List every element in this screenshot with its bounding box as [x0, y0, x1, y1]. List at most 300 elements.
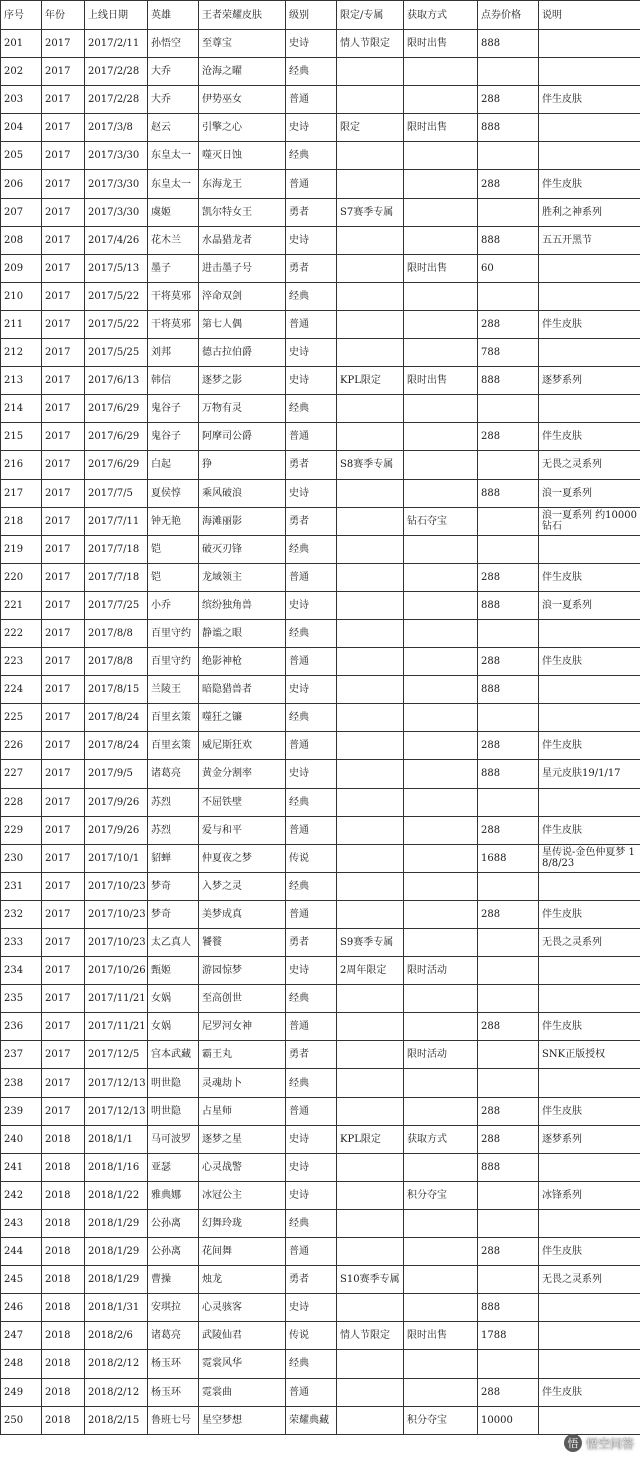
cell-price: [478, 1181, 539, 1209]
cell-price: 288: [478, 1097, 539, 1125]
cell-limited: [337, 704, 404, 732]
cell-hero: 百里玄策: [148, 732, 199, 760]
table-row: [1, 1322, 640, 1350]
cell-year: 2017: [42, 86, 85, 114]
cell-acquire: [404, 58, 478, 86]
cell-note: [539, 1209, 640, 1237]
cell-hero: 鬼谷子: [148, 395, 199, 423]
col-header-year: 年份: [42, 1, 85, 30]
cell-date: 2017/2/28: [85, 58, 148, 86]
cell-year: 2017: [42, 844, 85, 872]
cell-hero: 杨玉环: [148, 1378, 199, 1406]
cell-skin: 绝影神枪: [199, 648, 286, 676]
cell-index: 214: [1, 395, 42, 423]
cell-hero: 亚瑟: [148, 1153, 199, 1181]
cell-limited: 情人节限定: [337, 1322, 404, 1350]
cell-year: 2017: [42, 423, 85, 451]
table-row: [1, 114, 640, 142]
cell-note: [539, 114, 640, 142]
cell-skin: 淬命双剑: [199, 282, 286, 310]
cell-price: 288: [478, 816, 539, 844]
cell-tier: 普通: [286, 1097, 337, 1125]
cell-tier: 勇者: [286, 198, 337, 226]
cell-date: 2017/8/24: [85, 732, 148, 760]
cell-acquire: [404, 760, 478, 788]
cell-note: [539, 282, 640, 310]
table-row: [1, 872, 640, 900]
cell-note: [539, 985, 640, 1013]
cell-hero: 夏侯惇: [148, 479, 199, 507]
cell-note: 伴生皮肤: [539, 1378, 640, 1406]
cell-tier: 普通: [286, 1378, 337, 1406]
cell-index: 204: [1, 114, 42, 142]
cell-acquire: 限时出售: [404, 30, 478, 58]
cell-skin: 冰冠公主: [199, 1181, 286, 1209]
cell-tier: 普通: [286, 732, 337, 760]
cell-limited: [337, 86, 404, 114]
table-row: [1, 591, 640, 619]
cell-hero: 干将莫邪: [148, 282, 199, 310]
cell-skin: 心灵战警: [199, 1153, 286, 1181]
cell-acquire: [404, 226, 478, 254]
cell-limited: [337, 985, 404, 1013]
cell-limited: S7赛季专属: [337, 198, 404, 226]
cell-index: 235: [1, 985, 42, 1013]
cell-year: 2017: [42, 619, 85, 647]
cell-limited: [337, 788, 404, 816]
cell-price: [478, 1209, 539, 1237]
cell-hero: 明世隐: [148, 1097, 199, 1125]
cell-tier: 荣耀典藏: [286, 1406, 337, 1434]
cell-tier: 普通: [286, 816, 337, 844]
cell-limited: KPL限定: [337, 367, 404, 395]
table-row: [1, 760, 640, 788]
table-row: [1, 1153, 640, 1181]
cell-note: 伴生皮肤: [539, 648, 640, 676]
table-row: [1, 929, 640, 957]
cell-skin: 水晶猎龙者: [199, 226, 286, 254]
cell-hero: 铠: [148, 535, 199, 563]
cell-price: 288: [478, 423, 539, 451]
cell-tier: 史诗: [286, 1153, 337, 1181]
cell-limited: [337, 676, 404, 704]
cell-date: 2017/3/8: [85, 114, 148, 142]
cell-date: 2018/1/29: [85, 1209, 148, 1237]
cell-note: 伴生皮肤: [539, 423, 640, 451]
cell-index: 225: [1, 704, 42, 732]
table-row: [1, 423, 640, 451]
cell-index: 237: [1, 1041, 42, 1069]
cell-tier: 史诗: [286, 479, 337, 507]
cell-index: 209: [1, 254, 42, 282]
cell-hero: 貂蝉: [148, 844, 199, 872]
cell-price: 888: [478, 367, 539, 395]
cell-price: [478, 985, 539, 1013]
cell-acquire: [404, 142, 478, 170]
cell-index: 224: [1, 676, 42, 704]
cell-date: 2017/11/21: [85, 985, 148, 1013]
cell-limited: [337, 423, 404, 451]
cell-price: [478, 282, 539, 310]
cell-year: 2017: [42, 451, 85, 479]
cell-price: [478, 1350, 539, 1378]
cell-tier: 勇者: [286, 254, 337, 282]
table-row: [1, 1125, 640, 1153]
cell-hero: 鬼谷子: [148, 423, 199, 451]
cell-limited: [337, 1181, 404, 1209]
cell-note: [539, 1153, 640, 1181]
table-row: [1, 339, 640, 367]
cell-acquire: 积分夺宝: [404, 1406, 478, 1434]
cell-price: [478, 619, 539, 647]
table-row: [1, 254, 640, 282]
cell-limited: [337, 310, 404, 338]
cell-hero: 钟无艳: [148, 507, 199, 535]
cell-skin: 尼罗河女神: [199, 1013, 286, 1041]
cell-price: [478, 704, 539, 732]
cell-acquire: 限时出售: [404, 1322, 478, 1350]
cell-skin: 海滩丽影: [199, 507, 286, 535]
cell-hero: 百里守约: [148, 648, 199, 676]
cell-index: 244: [1, 1238, 42, 1266]
cell-acquire: 限时出售: [404, 114, 478, 142]
cell-date: 2018/2/6: [85, 1322, 148, 1350]
cell-note: 浪一夏系列 约10000钻石: [539, 507, 640, 535]
cell-note: 逐梦系列: [539, 367, 640, 395]
cell-note: 星元皮肤19/1/17: [539, 760, 640, 788]
cell-limited: [337, 507, 404, 535]
cell-skin: 霓裳风华: [199, 1350, 286, 1378]
table-row: [1, 1350, 640, 1378]
table-row: [1, 58, 640, 86]
cell-limited: 2周年限定: [337, 957, 404, 985]
cell-skin: 引擎之心: [199, 114, 286, 142]
cell-skin: 幻舞玲珑: [199, 1209, 286, 1237]
cell-index: 248: [1, 1350, 42, 1378]
cell-date: 2017/12/5: [85, 1041, 148, 1069]
cell-year: 2017: [42, 704, 85, 732]
cell-tier: 史诗: [286, 1181, 337, 1209]
cell-skin: 饕餮: [199, 929, 286, 957]
cell-limited: S8赛季专属: [337, 451, 404, 479]
cell-price: 888: [478, 1294, 539, 1322]
cell-year: 2017: [42, 732, 85, 760]
col-header-date: 上线日期: [85, 1, 148, 30]
cell-date: 2017/5/25: [85, 339, 148, 367]
cell-acquire: [404, 704, 478, 732]
cell-date: 2017/8/8: [85, 619, 148, 647]
cell-skin: 静谧之眼: [199, 619, 286, 647]
cell-limited: [337, 479, 404, 507]
cell-tier: 史诗: [286, 957, 337, 985]
cell-hero: 安琪拉: [148, 1294, 199, 1322]
cell-skin: 威尼斯狂欢: [199, 732, 286, 760]
cell-skin: 龙域领主: [199, 563, 286, 591]
table-row: [1, 985, 640, 1013]
cell-hero: 干将莫邪: [148, 310, 199, 338]
cell-date: 2017/5/22: [85, 282, 148, 310]
cell-acquire: [404, 1238, 478, 1266]
cell-index: 245: [1, 1266, 42, 1294]
cell-price: 288: [478, 1378, 539, 1406]
cell-limited: [337, 1097, 404, 1125]
cell-hero: 马可波罗: [148, 1125, 199, 1153]
cell-index: 210: [1, 282, 42, 310]
header-row: [1, 1, 640, 30]
cell-price: [478, 1041, 539, 1069]
cell-tier: 勇者: [286, 507, 337, 535]
cell-price: 288: [478, 1013, 539, 1041]
cell-acquire: [404, 1069, 478, 1097]
table-row: [1, 310, 640, 338]
cell-hero: 韩信: [148, 367, 199, 395]
table-row: [1, 1266, 640, 1294]
cell-note: [539, 1069, 640, 1097]
cell-date: 2017/9/26: [85, 816, 148, 844]
cell-hero: 兰陵王: [148, 676, 199, 704]
cell-acquire: 获取方式: [404, 1125, 478, 1153]
cell-acquire: [404, 929, 478, 957]
cell-year: 2017: [42, 929, 85, 957]
cell-skin: 霓裳曲: [199, 1378, 286, 1406]
cell-note: [539, 704, 640, 732]
cell-note: [539, 788, 640, 816]
cell-year: 2018: [42, 1125, 85, 1153]
cell-date: 2017/7/18: [85, 535, 148, 563]
cell-index: 223: [1, 648, 42, 676]
cell-note: 伴生皮肤: [539, 563, 640, 591]
cell-year: 2018: [42, 1294, 85, 1322]
cell-price: 888: [478, 591, 539, 619]
cell-index: 218: [1, 507, 42, 535]
cell-limited: [337, 282, 404, 310]
cell-skin: 伊势巫女: [199, 86, 286, 114]
cell-acquire: [404, 732, 478, 760]
cell-note: 胜利之神系列: [539, 198, 640, 226]
cell-index: 213: [1, 367, 42, 395]
cell-tier: 经典: [286, 142, 337, 170]
cell-acquire: [404, 844, 478, 872]
cell-note: [539, 619, 640, 647]
table-row: [1, 732, 640, 760]
cell-year: 2017: [42, 226, 85, 254]
cell-date: 2018/1/31: [85, 1294, 148, 1322]
cell-price: 288: [478, 648, 539, 676]
cell-hero: 诸葛亮: [148, 760, 199, 788]
cell-year: 2017: [42, 339, 85, 367]
cell-year: 2017: [42, 1097, 85, 1125]
cell-acquire: [404, 198, 478, 226]
cell-limited: [337, 1294, 404, 1322]
cell-limited: [337, 648, 404, 676]
cell-tier: 经典: [286, 619, 337, 647]
table-row: [1, 198, 640, 226]
cell-tier: 普通: [286, 86, 337, 114]
cell-acquire: [404, 86, 478, 114]
cell-hero: 铠: [148, 563, 199, 591]
cell-limited: S9赛季专属: [337, 929, 404, 957]
cell-date: 2017/9/5: [85, 760, 148, 788]
cell-skin: 美梦成真: [199, 900, 286, 928]
cell-note: [539, 957, 640, 985]
cell-hero: 女娲: [148, 985, 199, 1013]
table-row: [1, 816, 640, 844]
cell-date: 2017/7/11: [85, 507, 148, 535]
cell-skin: 逐梦之星: [199, 1125, 286, 1153]
cell-tier: 史诗: [286, 367, 337, 395]
cell-tier: 勇者: [286, 451, 337, 479]
cell-index: 216: [1, 451, 42, 479]
cell-limited: [337, 535, 404, 563]
cell-skin: 星空梦想: [199, 1406, 286, 1434]
cell-year: 2017: [42, 957, 85, 985]
table-row: [1, 619, 640, 647]
cell-index: 242: [1, 1181, 42, 1209]
table-row: [1, 479, 640, 507]
cell-acquire: [404, 985, 478, 1013]
cell-hero: 花木兰: [148, 226, 199, 254]
cell-year: 2018: [42, 1378, 85, 1406]
cell-tier: 传说: [286, 1322, 337, 1350]
cell-date: 2018/1/29: [85, 1238, 148, 1266]
cell-hero: 大乔: [148, 86, 199, 114]
cell-limited: [337, 254, 404, 282]
cell-skin: 凯尔特女王: [199, 198, 286, 226]
cell-tier: 勇者: [286, 1266, 337, 1294]
cell-year: 2017: [42, 985, 85, 1013]
cell-index: 215: [1, 423, 42, 451]
cell-skin: 仲夏夜之梦: [199, 844, 286, 872]
cell-year: 2018: [42, 1181, 85, 1209]
cell-acquire: [404, 1294, 478, 1322]
cell-tier: 普通: [286, 563, 337, 591]
cell-hero: 苏烈: [148, 816, 199, 844]
cell-tier: 勇者: [286, 929, 337, 957]
cell-date: 2017/5/13: [85, 254, 148, 282]
table-row: [1, 1013, 640, 1041]
cell-acquire: [404, 1266, 478, 1294]
cell-year: 2017: [42, 1041, 85, 1069]
cell-acquire: [404, 1153, 478, 1181]
cell-limited: 情人节限定: [337, 30, 404, 58]
cell-date: 2018/1/1: [85, 1125, 148, 1153]
cell-index: 228: [1, 788, 42, 816]
cell-year: 2018: [42, 1153, 85, 1181]
cell-year: 2017: [42, 563, 85, 591]
cell-index: 231: [1, 872, 42, 900]
cell-price: 60: [478, 254, 539, 282]
cell-tier: 史诗: [286, 676, 337, 704]
cell-hero: 宫本武藏: [148, 1041, 199, 1069]
cell-tier: 史诗: [286, 760, 337, 788]
table-row: [1, 451, 640, 479]
cell-year: 2018: [42, 1238, 85, 1266]
cell-acquire: 钻石夺宝: [404, 507, 478, 535]
cell-note: 伴生皮肤: [539, 86, 640, 114]
cell-price: 288: [478, 563, 539, 591]
cell-note: SNK正版授权: [539, 1041, 640, 1069]
table-row: [1, 704, 640, 732]
cell-acquire: [404, 563, 478, 591]
cell-note: 冰锋系列: [539, 1181, 640, 1209]
cell-year: 2017: [42, 1013, 85, 1041]
wukong-logo-icon: 悟: [564, 1434, 582, 1452]
cell-limited: [337, 1238, 404, 1266]
cell-limited: [337, 395, 404, 423]
table-row: [1, 900, 640, 928]
cell-hero: 苏烈: [148, 788, 199, 816]
cell-hero: 鲁班七号: [148, 1406, 199, 1434]
cell-tier: 史诗: [286, 339, 337, 367]
cell-price: [478, 957, 539, 985]
cell-note: 伴生皮肤: [539, 816, 640, 844]
cell-tier: 史诗: [286, 1294, 337, 1322]
cell-limited: [337, 619, 404, 647]
cell-note: [539, 535, 640, 563]
cell-date: 2018/2/15: [85, 1406, 148, 1434]
cell-price: [478, 198, 539, 226]
cell-hero: 诸葛亮: [148, 1322, 199, 1350]
table-row: [1, 676, 640, 704]
cell-note: 无畏之灵系列: [539, 929, 640, 957]
cell-skin: 黄金分割率: [199, 760, 286, 788]
cell-date: 2018/2/12: [85, 1378, 148, 1406]
cell-skin: 爱与和平: [199, 816, 286, 844]
cell-price: [478, 1266, 539, 1294]
table-row: [1, 1406, 640, 1434]
cell-date: 2017/3/30: [85, 142, 148, 170]
cell-skin: 心灵骇客: [199, 1294, 286, 1322]
cell-index: 212: [1, 339, 42, 367]
cell-year: 2017: [42, 676, 85, 704]
cell-date: 2017/10/23: [85, 872, 148, 900]
cell-hero: 公孙离: [148, 1209, 199, 1237]
cell-tier: 经典: [286, 1209, 337, 1237]
cell-limited: [337, 591, 404, 619]
cell-date: 2017/6/29: [85, 451, 148, 479]
cell-index: 217: [1, 479, 42, 507]
cell-index: 246: [1, 1294, 42, 1322]
cell-skin: 花间舞: [199, 1238, 286, 1266]
cell-limited: [337, 1406, 404, 1434]
cell-hero: 雅典娜: [148, 1181, 199, 1209]
cell-hero: 墨子: [148, 254, 199, 282]
cell-year: 2017: [42, 535, 85, 563]
cell-note: [539, 142, 640, 170]
cell-year: 2017: [42, 282, 85, 310]
cell-note: [539, 58, 640, 86]
table-row: [1, 86, 640, 114]
cell-price: 10000: [478, 1406, 539, 1434]
cell-skin: 游园惊梦: [199, 957, 286, 985]
cell-note: 五五开黑节: [539, 226, 640, 254]
cell-date: 2017/8/24: [85, 704, 148, 732]
col-header-price: 点券价格: [478, 1, 539, 30]
cell-hero: 明世隐: [148, 1069, 199, 1097]
cell-note: 伴生皮肤: [539, 170, 640, 198]
cell-note: [539, 1322, 640, 1350]
cell-year: 2017: [42, 479, 85, 507]
cell-hero: 大乔: [148, 58, 199, 86]
cell-skin: 阿摩司公爵: [199, 423, 286, 451]
cell-price: 288: [478, 1238, 539, 1266]
cell-price: [478, 872, 539, 900]
cell-acquire: [404, 619, 478, 647]
cell-index: 239: [1, 1097, 42, 1125]
cell-index: 229: [1, 816, 42, 844]
cell-date: 2018/1/16: [85, 1153, 148, 1181]
cell-limited: [337, 1041, 404, 1069]
